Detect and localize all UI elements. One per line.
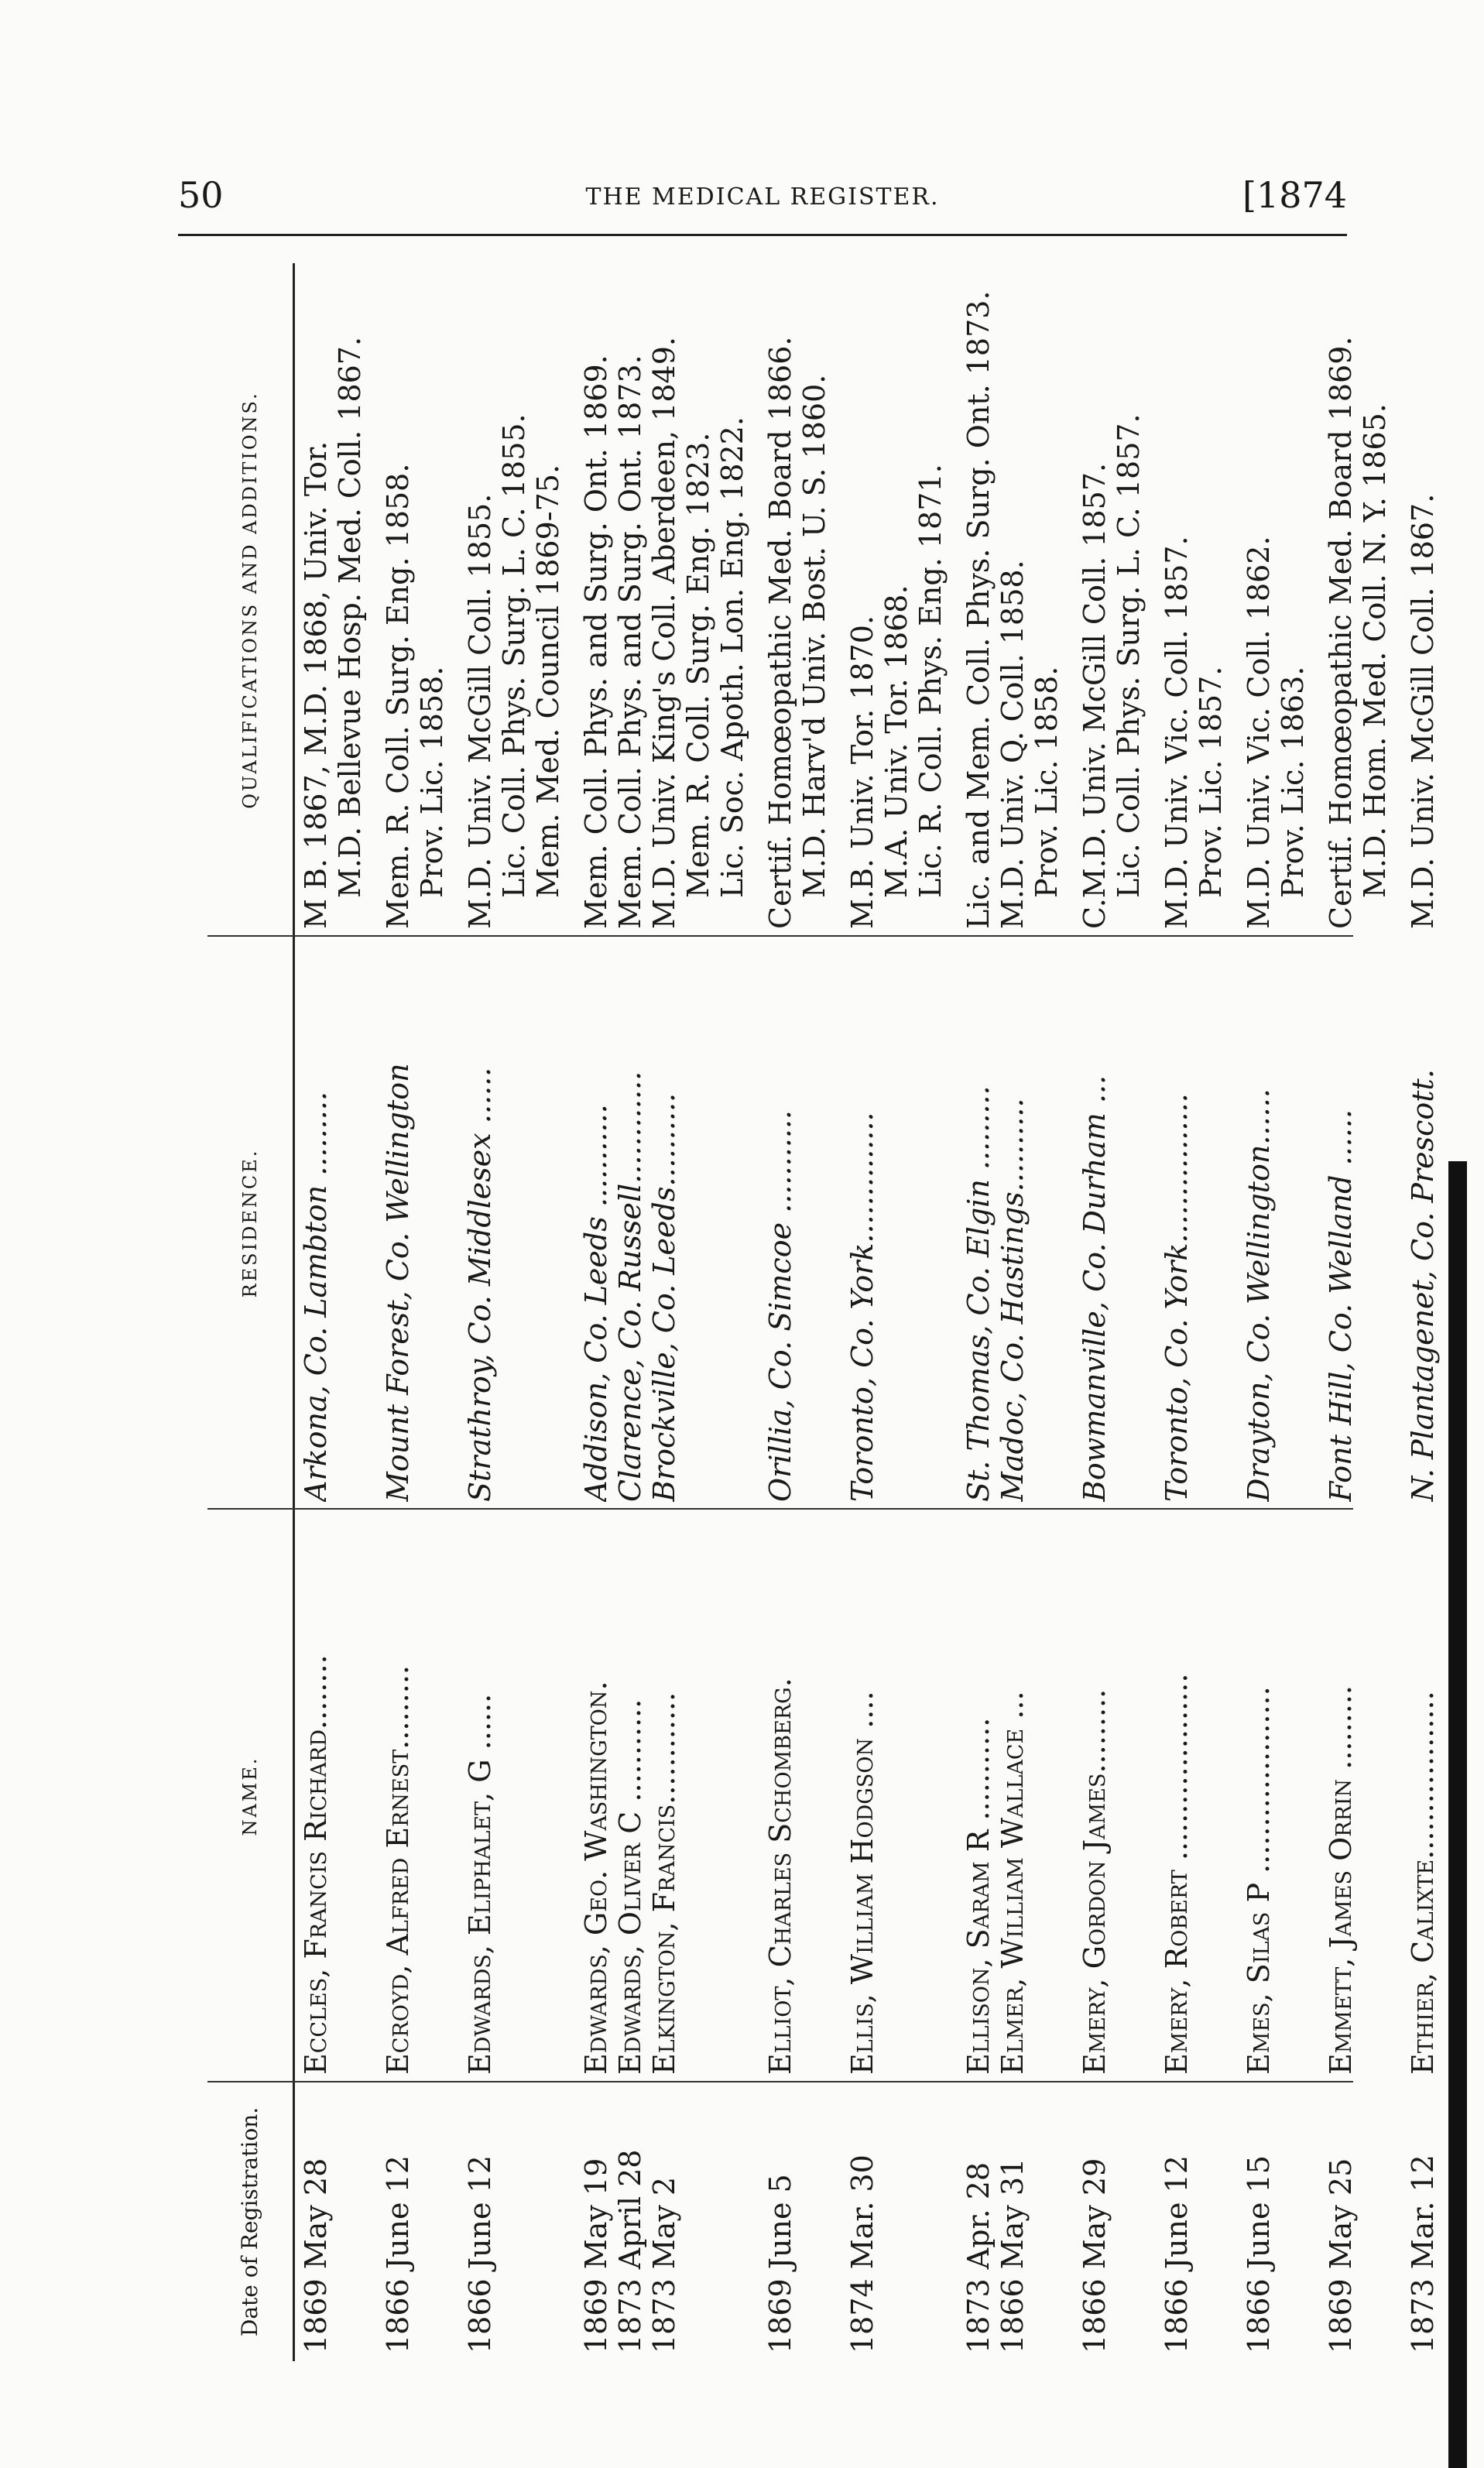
registration-date: 1866 June 12	[1160, 2155, 1194, 2353]
qualifications	[1242, 263, 1310, 929]
qualifications	[1078, 263, 1146, 929]
qualifications	[1324, 263, 1392, 929]
qualification-line: Certif. Homœopathic Med. Board 1869.	[1324, 336, 1358, 929]
registration-date: 1866 May 31	[996, 2158, 1030, 2353]
practitioner-name: Ethier, Calixte..................	[1406, 1691, 1440, 2075]
registration-date: 1869 May 28	[299, 2158, 333, 2353]
practitioner-name: Emes, Silas P ....................	[1242, 1686, 1276, 2075]
registration-date: 1873 May 2	[647, 2176, 681, 2353]
table-row	[845, 263, 961, 2361]
qualification-line: M.D. Univ. King's Coll. Aberdeen, 1849.	[647, 337, 681, 929]
registration-date: 1866 June 12	[463, 2155, 497, 2353]
qualifications	[1406, 263, 1440, 929]
registration-date: 1869 May 25	[1324, 2158, 1358, 2353]
column-header-name: NAME.	[239, 1756, 261, 1836]
qualification-line: Prov. Lic. 1858.	[1030, 666, 1064, 898]
table-row	[996, 263, 1078, 2361]
table-body	[299, 263, 1454, 2361]
qualifications	[463, 263, 565, 929]
qualification-line: Mem. Coll. Phys. and Surg. Ont. 1873.	[613, 355, 647, 929]
qualifications	[961, 263, 996, 929]
qualifications	[845, 263, 948, 929]
qualification-line: Prov. Lic. 1857.	[1194, 666, 1228, 898]
qualification-line: M.D. Harv'd Univ. Bost. U. S. 1860.	[797, 374, 831, 898]
qualification-line: M.B. Univ. Tor. 1870.	[845, 615, 879, 929]
residence: Drayton, Co. Wellington......	[1242, 1088, 1276, 1502]
qualifications	[299, 263, 367, 929]
qualification-line: M.A. Univ. Tor. 1868.	[879, 584, 913, 898]
qualifications	[1160, 263, 1228, 929]
registration-date: 1873 Mar. 12	[1406, 2154, 1440, 2353]
qualifications	[613, 263, 647, 929]
qualification-line: Lic. Coll. Phys. Surg. L. C. 1855.	[497, 413, 531, 898]
practitioner-name: Eccles, Francis Richard........	[299, 1654, 333, 2075]
practitioner-name: Emery, Robert ....................	[1160, 1673, 1194, 2075]
qualifications	[763, 263, 831, 929]
table-row	[961, 263, 996, 2361]
table-row	[763, 263, 845, 2361]
practitioner-name: Elkington, Francis............	[647, 1692, 681, 2075]
table-row	[1078, 263, 1160, 2361]
table-row	[1242, 263, 1324, 2361]
page-header	[178, 174, 1347, 228]
residence: Toronto, Co. York..............	[845, 1112, 879, 1502]
qualification-line: M B. 1867, M.D. 1868, Univ. Tor.	[299, 440, 333, 929]
running-title: THE MEDICAL REGISTER.	[585, 183, 940, 211]
residence: St. Thomas, Co. Elgin .........	[961, 1085, 996, 1502]
residence: N. Plantagenet, Co. Prescott.	[1406, 1069, 1440, 1502]
residence: Bowmanville, Co. Durham ...	[1078, 1075, 1112, 1502]
qualifications	[647, 263, 749, 929]
qualification-line: Lic. Soc. Apoth. Lon. Eng. 1822.	[715, 416, 749, 898]
table-row	[579, 263, 613, 2361]
table-row	[1324, 263, 1406, 2361]
registration-date: 1869 June 5	[763, 2174, 797, 2353]
registration-date: 1869 May 19	[579, 2158, 613, 2353]
registration-date: 1874 Mar. 30	[845, 2154, 879, 2353]
qualification-line: Mem. R. Coll. Surg. Eng. 1858.	[381, 463, 415, 929]
qualification-line: Mem. R. Coll. Surg. Eng. 1823.	[681, 432, 715, 898]
qualifications	[381, 263, 449, 929]
practitioner-name: Edwards, Oliver C ...........	[613, 1698, 647, 2075]
qualification-line: M.D. Univ. Vic. Coll. 1862.	[1242, 536, 1276, 929]
residence: Addison, Co. Leeds ...........	[579, 1104, 613, 1502]
residence: Arkona, Co. Lambton .........	[299, 1092, 333, 1502]
qualification-line: Prov. Lic. 1858.	[415, 666, 449, 898]
residence: Strathroy, Co. Middlesex ......	[463, 1067, 497, 1502]
residence: Brockville, Co. Leeds..........	[647, 1092, 681, 1502]
qualification-line: M.D. Univ. Q. Coll. 1858.	[996, 560, 1030, 929]
qualification-line: C.M.D. Univ. McGill Coll. 1857.	[1078, 462, 1112, 929]
registration-date: 1866 June 12	[381, 2155, 415, 2353]
table-header	[207, 263, 295, 2361]
qualification-line: M.D. Hom. Med. Coll. N. Y. 1865.	[1358, 403, 1392, 898]
qualification-line: Certif. Homœopathic Med. Board 1866.	[763, 336, 797, 929]
practitioner-name: Edwards, Geo. Washington.	[579, 1681, 613, 2075]
column-header-date: Date of Registration.	[237, 2106, 262, 2337]
register-table	[207, 263, 1440, 2361]
qualification-line: Lic. R. Coll. Phys. Eng. 1871.	[913, 464, 948, 898]
qualification-line: Mem. Med. Council 1869-75.	[531, 464, 565, 898]
practitioner-name: Elliot, Charles Schomberg.	[763, 1678, 797, 2075]
residence: Orillia, Co. Simcoe ...........	[763, 1109, 797, 1502]
residence: Toronto, Co. York................	[1160, 1093, 1194, 1502]
qualification-line: M.D. Univ. McGill Coll. 1855.	[463, 493, 497, 929]
qualifications	[996, 263, 1064, 929]
qualification-line: Mem. Coll. Phys. and Surg. Ont. 1869.	[579, 355, 613, 929]
registration-date: 1866 June 15	[1242, 2155, 1276, 2353]
residence: Madoc, Co. Hastings..........	[996, 1098, 1030, 1502]
qualification-line: M.D. Univ. Vic. Coll. 1857.	[1160, 536, 1194, 929]
year-reference: [1874	[1242, 174, 1347, 216]
table-row	[299, 263, 381, 2361]
practitioner-name: Ellison, Saram R ...........	[961, 1717, 996, 2075]
registration-date: 1873 April 28	[613, 2149, 647, 2353]
table-row	[1406, 263, 1454, 2361]
practitioner-name: Emery, Gordon James.........	[1078, 1688, 1112, 2075]
qualifications	[579, 263, 613, 929]
table-row	[381, 263, 463, 2361]
practitioner-name: Ecroyd, Alfred Ernest.........	[381, 1665, 415, 2075]
registration-date: 1866 May 29	[1078, 2158, 1112, 2353]
header-rule	[178, 234, 1347, 236]
qualification-line: Lic. and Mem. Coll. Phys. Surg. Ont. 1873.	[961, 290, 996, 929]
qualification-line: M.D. Univ. McGill Coll. 1867.	[1406, 493, 1440, 929]
page-number: 50	[178, 174, 224, 216]
residence: Mount Forest, Co. Wellington	[381, 1063, 415, 1502]
practitioner-name: Edwards, Eliphalet, G ......	[463, 1693, 497, 2075]
qualification-line: M.D. Bellevue Hosp. Med. Coll. 1867.	[333, 336, 367, 898]
registration-date: 1873 Apr. 28	[961, 2161, 996, 2353]
residence: Clarence, Co. Russell............	[613, 1071, 647, 1502]
qualification-line: Lic. Coll. Phys. Surg. L. C. 1857.	[1112, 413, 1146, 898]
column-header-residence: RESIDENCE.	[239, 1148, 261, 1298]
table-row	[1160, 263, 1242, 2361]
table-row	[647, 263, 763, 2361]
table-row	[463, 263, 579, 2361]
practitioner-name: Ellis, William Hodgson ....	[845, 1691, 879, 2075]
residence: Font Hill, Co. Welland ......	[1324, 1109, 1358, 1502]
practitioner-name: Emmett, James Orrin .........	[1324, 1685, 1358, 2075]
column-header-qualifications: QUALIFICATIONS AND ADDITIONS.	[239, 391, 261, 809]
table-row	[613, 263, 647, 2361]
qualification-line: Prov. Lic. 1863.	[1276, 666, 1310, 898]
practitioner-name: Elmer, William Wallace ...	[996, 1691, 1030, 2075]
